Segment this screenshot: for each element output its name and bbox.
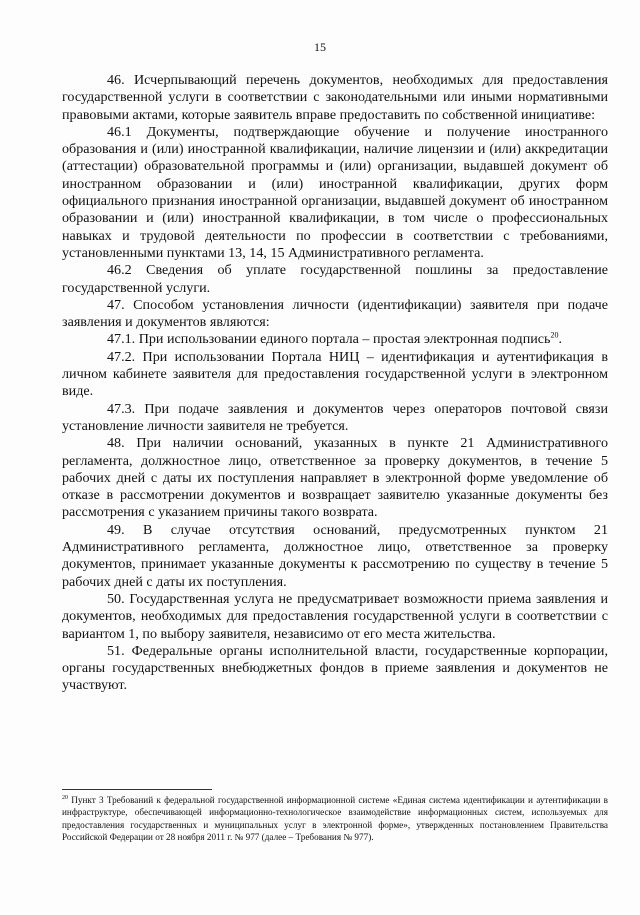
paragraph-47: 47. Способом установления личности (идентификации) заявителя при подаче заявления и документов являются:: [62, 296, 608, 331]
paragraph-47-1: [62, 331, 608, 348]
footnote: [62, 794, 608, 844]
paragraph-46-2: 46.2 Сведения об уплате государственной пошлины за предоставление государственной услуги.: [62, 262, 608, 296]
page-number: 15: [314, 40, 326, 54]
paragraph-47-3: 47.3. При подаче заявления и документов через операторов почтовой связи установление личности заявителя не требуется.: [62, 400, 608, 434]
paragraph-48: 48. При наличии оснований, указанных в пункте 21 Административного регламента, должностное лицо, ответственное за проверку документов, в течение 5 рабочих дней с даты их поступления направляет в электронной форме уведомление об отказе в рассмотрении документов и возвращает заявителю указанные документы без рассмотрения с указанием причины такого возврата.: [62, 435, 608, 521]
footnote-reference[interactable]: 20: [550, 330, 559, 340]
paragraph-47-1-tail: .: [558, 331, 562, 348]
footnote-text: Пункт 3 Требований к федеральной государственной информационной системе «Единая система идентификации и аутентификации в инфраструктуре, обеспечивающей информационно-технологическое взаимодействие информационных систем, используемых для предоставления государственных и муниципальных услуг в электронной форме», утвержденных постановлением Правительства Российской Федерации от 28 ноября 2011 г. № 977 (далее – Требования № 977).: [62, 795, 608, 843]
paragraph-46-1: 46.1 Документы, подтверждающие обучение и получение иностранного образования и (или) иностранной квалификации, наличие лицензии и (или) аккредитации (аттестации) образовательной программы и (или) организации, выдавшей документ об иностранном образовании и (или) иностранной квалификации, других форм официального признания иностранной организации, выдавшей документ об иностранном образовании и (или) иностранной квалификации, в том числе о профессиональных навыках и трудовой деятельности по профессии в соответствии с требованиями, установленными пунктами 13, 14, 15 Административного регламента.: [62, 123, 608, 261]
paragraph-46: 46. Исчерпывающий перечень документов, необходимых для предоставления государственной услуги в соответствии с законодательными или иными нормативными правовыми актами, которые заявитель вправе предоставить по собственной инициативе:: [62, 72, 608, 123]
main-text: [62, 72, 608, 695]
paragraph-47-2: 47.2. При использовании Портала НИЦ – идентификация и аутентификация в личном кабинете заявителя для предоставления государственной услуги в электронном виде.: [62, 348, 608, 400]
footnote-divider: [62, 789, 212, 790]
paragraph-47-1-text: 47.1. При использовании единого портала – простая электронная подпись: [107, 331, 551, 348]
paragraph-49: 49. В случае отсутствия оснований, предусмотренных пунктом 21 Административного регламента, должностное лицо, ответственное за проверку документов, принимает указанные документы к рассмотрению по существу в течение 5 рабочих дней с даты их поступления.: [62, 521, 608, 590]
paragraph-50: 50. Государственная услуга не предусматривает возможности приема заявления и документов, необходимых для предоставления государственной услуги в соответствии с вариантом 1, по выбору заявителя, независимо от его места жительства.: [62, 590, 608, 642]
paragraph-51: 51. Федеральные органы исполнительной власти, государственные корпорации, органы государственных внебюджетных фондов в приеме заявления и документов не участвуют.: [62, 642, 608, 694]
footnote-marker: 20: [62, 794, 68, 801]
